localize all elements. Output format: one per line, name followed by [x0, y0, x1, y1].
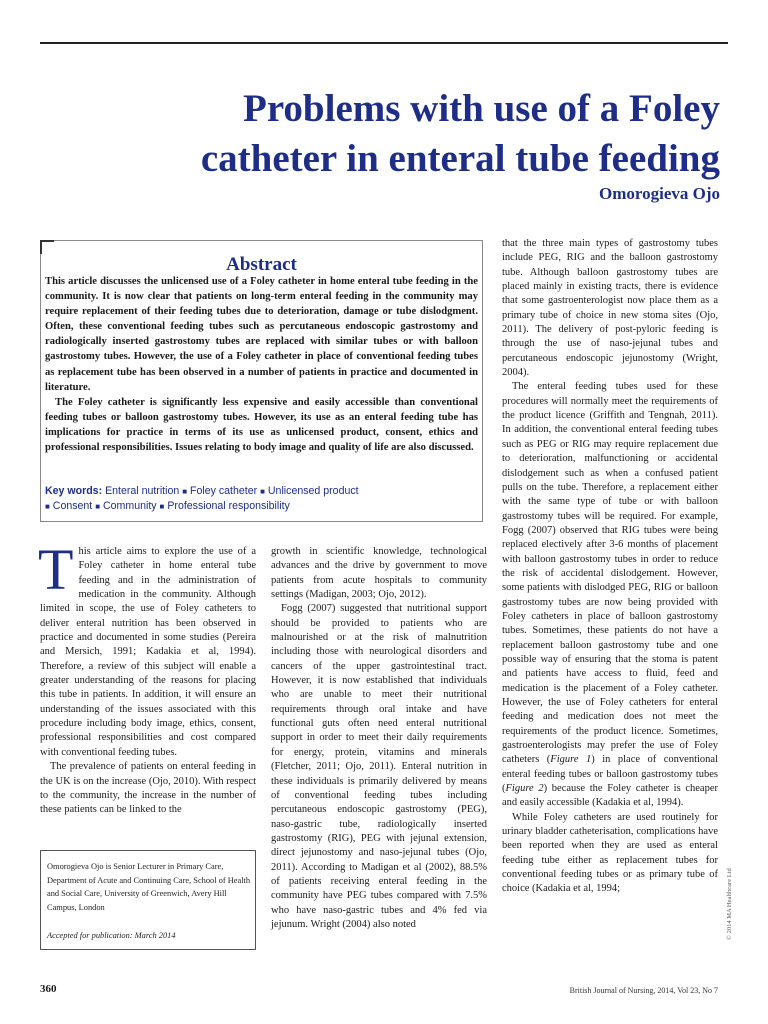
paragraph-text: ) in place of conventional enteral feeding tubes or balloon gastrostomy tubes ( [502, 754, 718, 795]
keyword-separator: ■ [260, 487, 265, 496]
body-column-3 [502, 237, 718, 897]
body-paragraph: growth in scientific knowledge, technological advances and the drive by government to move patients from acute hospitals to community settings (Madigan, 2003; Ojo, 2012). [271, 546, 487, 601]
body-paragraph: The prevalence of patients on enteral feeding in the UK is on the increase (Ojo, 2010). With respect to the community, the increase in the number of these patients can be linked to the [40, 761, 256, 816]
abstract-box [40, 240, 483, 522]
keyword-separator: ■ [95, 502, 101, 511]
figure-reference: Figure 1 [550, 754, 592, 766]
keyword: Consent [52, 500, 93, 512]
body-paragraph: that the three main types of gastrostomy tubes include PEG, RIG and the balloon gastrostomy tube. Although balloon gastrostomy tubes are placed mainly in existing tracts, there is evidence that some gastroenterologist now place them as a primary tube of choice in new stoma sites (Ojo, 2011). The delivery of post-pyloric feeding is through the use of naso-jejunal tubes and percutaneous endoscopic jejunostomy (Wright, 2004). [502, 238, 718, 379]
abstract-paragraph-2: The Foley catheter is significantly less expensive and easily accessible than conventional feeding tubes or balloon gastrostomy tubes. However, its use as an enteral feeding tube has implications for practice in terms of its use as unlicensed product, consent, ethics and professional responsibilities. Issues relating to body image and quality of life are also discussed. [45, 396, 478, 454]
body-column-2 [271, 545, 487, 932]
accepted-date: Accepted for publication: March 2014 [47, 931, 176, 940]
keywords-label: Key words: [45, 485, 103, 497]
paragraph-text: ) because the Foley catheter is cheaper and easily accessible (Kadakia et al, 1994). [502, 783, 718, 809]
keyword: Enteral nutrition [105, 485, 180, 497]
journal-citation: British Journal of Nursing, 2014, Vol 23, No 7 [569, 986, 718, 995]
body-paragraph: Fogg (2007) suggested that nutritional support should be provided to patients who are malnourished or at the risk of malnutrition including those with neurological disorders and cancers of the upper gastrointestinal tract. However, it is now established that individuals who are unable to meet their nutritional requirements through oral intake and have functional guts often need enteral nutritional support in order to meet their daily requirements for energy, protein, vitamins and minerals (Fletcher, 2011; Ojo, 2011). Enteral nutrition in these individuals is primarily delivered by means of conventional feeding tubes including percutaneous endoscopic gastrostomy (PEG), naso-gastric tube, radiologically inserted gastrostomy (RIG), PEG with jejunal extension, direct jejunostomy and naso-jejunal tubes (Ojo, 2011). According to Madigan et al (2002), 88.5% of patients receiving enteral feeding in the community have PEG tubes compared with 7.5% who have naso-gastric tubes and 4% fed via jejunum. Wright (2004) also noted [271, 603, 487, 930]
top-rule [40, 42, 728, 44]
keyword-separator: ■ [159, 502, 165, 511]
paragraph-text: The enteral feeding tubes used for these procedures will normally meet the requirements of the product licence (Griffith and Tengnah, 2011). In addition, the conventional enteral feeding tubes such as PEG or RIG may require replacement due to deterioration, malfunctioning or accidental dislodgement such as when a confused patient pulls on the tube. Therefore, a replacement either with the same type of tube or with balloon gastrostomy tubes will be required. For example, Fogg (2007) observed that RIG tubes were being replaced electively after 3-6 months of placement with balloon gastrostomy tubes in order to reduce the risk of accidental dislodgement. However, some patients with dislodged PEG, RIG or balloon gastrostomy tubes are now being provided with Foley catheters in place of balloon gastrostomy tubes. Sometimes, these patients do not have a replacement balloon gastrostomy tube and one possible way of ensuring that the stoma is patent and patients have access to fluid, feed and medication is the placement of a Foley catheter. However, the use of Foley catheters for enteral feeding and medication does not meet the requirements of the product licence. Sometimes, gastroenterologists may prefer the use of Foley catheters ( [502, 381, 718, 766]
keyword: Foley catheter [190, 485, 258, 497]
drop-cap: T [38, 537, 74, 602]
title-line-1: Problems with use of a Foley [243, 87, 720, 130]
author-name: Omorogieva Ojo [598, 184, 720, 203]
page-number: 360 [40, 983, 57, 995]
keyword-separator: ■ [45, 502, 50, 511]
keyword: Community [103, 500, 157, 512]
title-line-2: catheter in enteral tube feeding [200, 137, 720, 180]
author-bio: Omorogieva Ojo is Senior Lecturer in Primary Care, Department of Acute and Continuing Care, School of Health and Social Care, University of Greenwich, Avery Hill Campus, London [47, 862, 251, 912]
copyright-notice: © 2014 MA Healthcare Ltd [726, 868, 733, 940]
abstract-text [45, 274, 478, 455]
abstract-heading: Abstract [226, 254, 297, 275]
abstract-paragraph-1: This article discusses the unlicensed use of a Foley catheter in home enteral tube feeding in the community. It is now clear that patients on long-term enteral feeding in the community may require replacement of their feeding tubes due to deterioration, damage or tube dislodgment. Often, these conventional feeding tubes such as percutaneous endoscopic gastrostomy and radiologically inserted gastrostomy tubes are replaced with similar tubes or with balloon gastrostomy tubes. However, the use of a Foley catheter in place of conventional feeding tubes as replacement tube has been observed in a number of patients in practice and documented in literature. [45, 276, 478, 393]
author-info-box [40, 850, 256, 950]
figure-reference: Figure 2 [505, 783, 544, 795]
body-paragraph [502, 380, 718, 810]
corner-mark [40, 240, 54, 254]
keywords [45, 484, 478, 514]
body-paragraph: While Foley catheters are used routinely for urinary bladder catheterisation, complications have been reported when they are used as enteral feeding tube either as replacement tubes for conventional feeding tubes or as primary tube of choice (Kadakia et al, 1994; [502, 811, 718, 895]
body-paragraph [38, 537, 256, 760]
paragraph-text: his article aims to explore the use of a Foley catheter in home enteral tube feeding and in the administration of medication in the community. Although limited in scope, the use of Foley catheters to deliver enteral nutrition has been observed in practice and documented in some studies (Pereira and Mersich, 1991; Kadakia et al, 1994). Therefore, a review of this subject will enable a greater understanding of the reasons for placing this tube in patients. In addition, it will ensure an understanding of the issues associated with this procedure including body image, ethics, consent, professional responsibilities and cost compared with conventional feeding tubes. [40, 546, 256, 758]
article-title [60, 84, 720, 184]
keyword: Professional responsibility [167, 500, 290, 512]
body-column-1 [38, 537, 256, 818]
keyword-separator: ■ [182, 487, 188, 496]
keyword: Unlicensed product [267, 485, 359, 497]
